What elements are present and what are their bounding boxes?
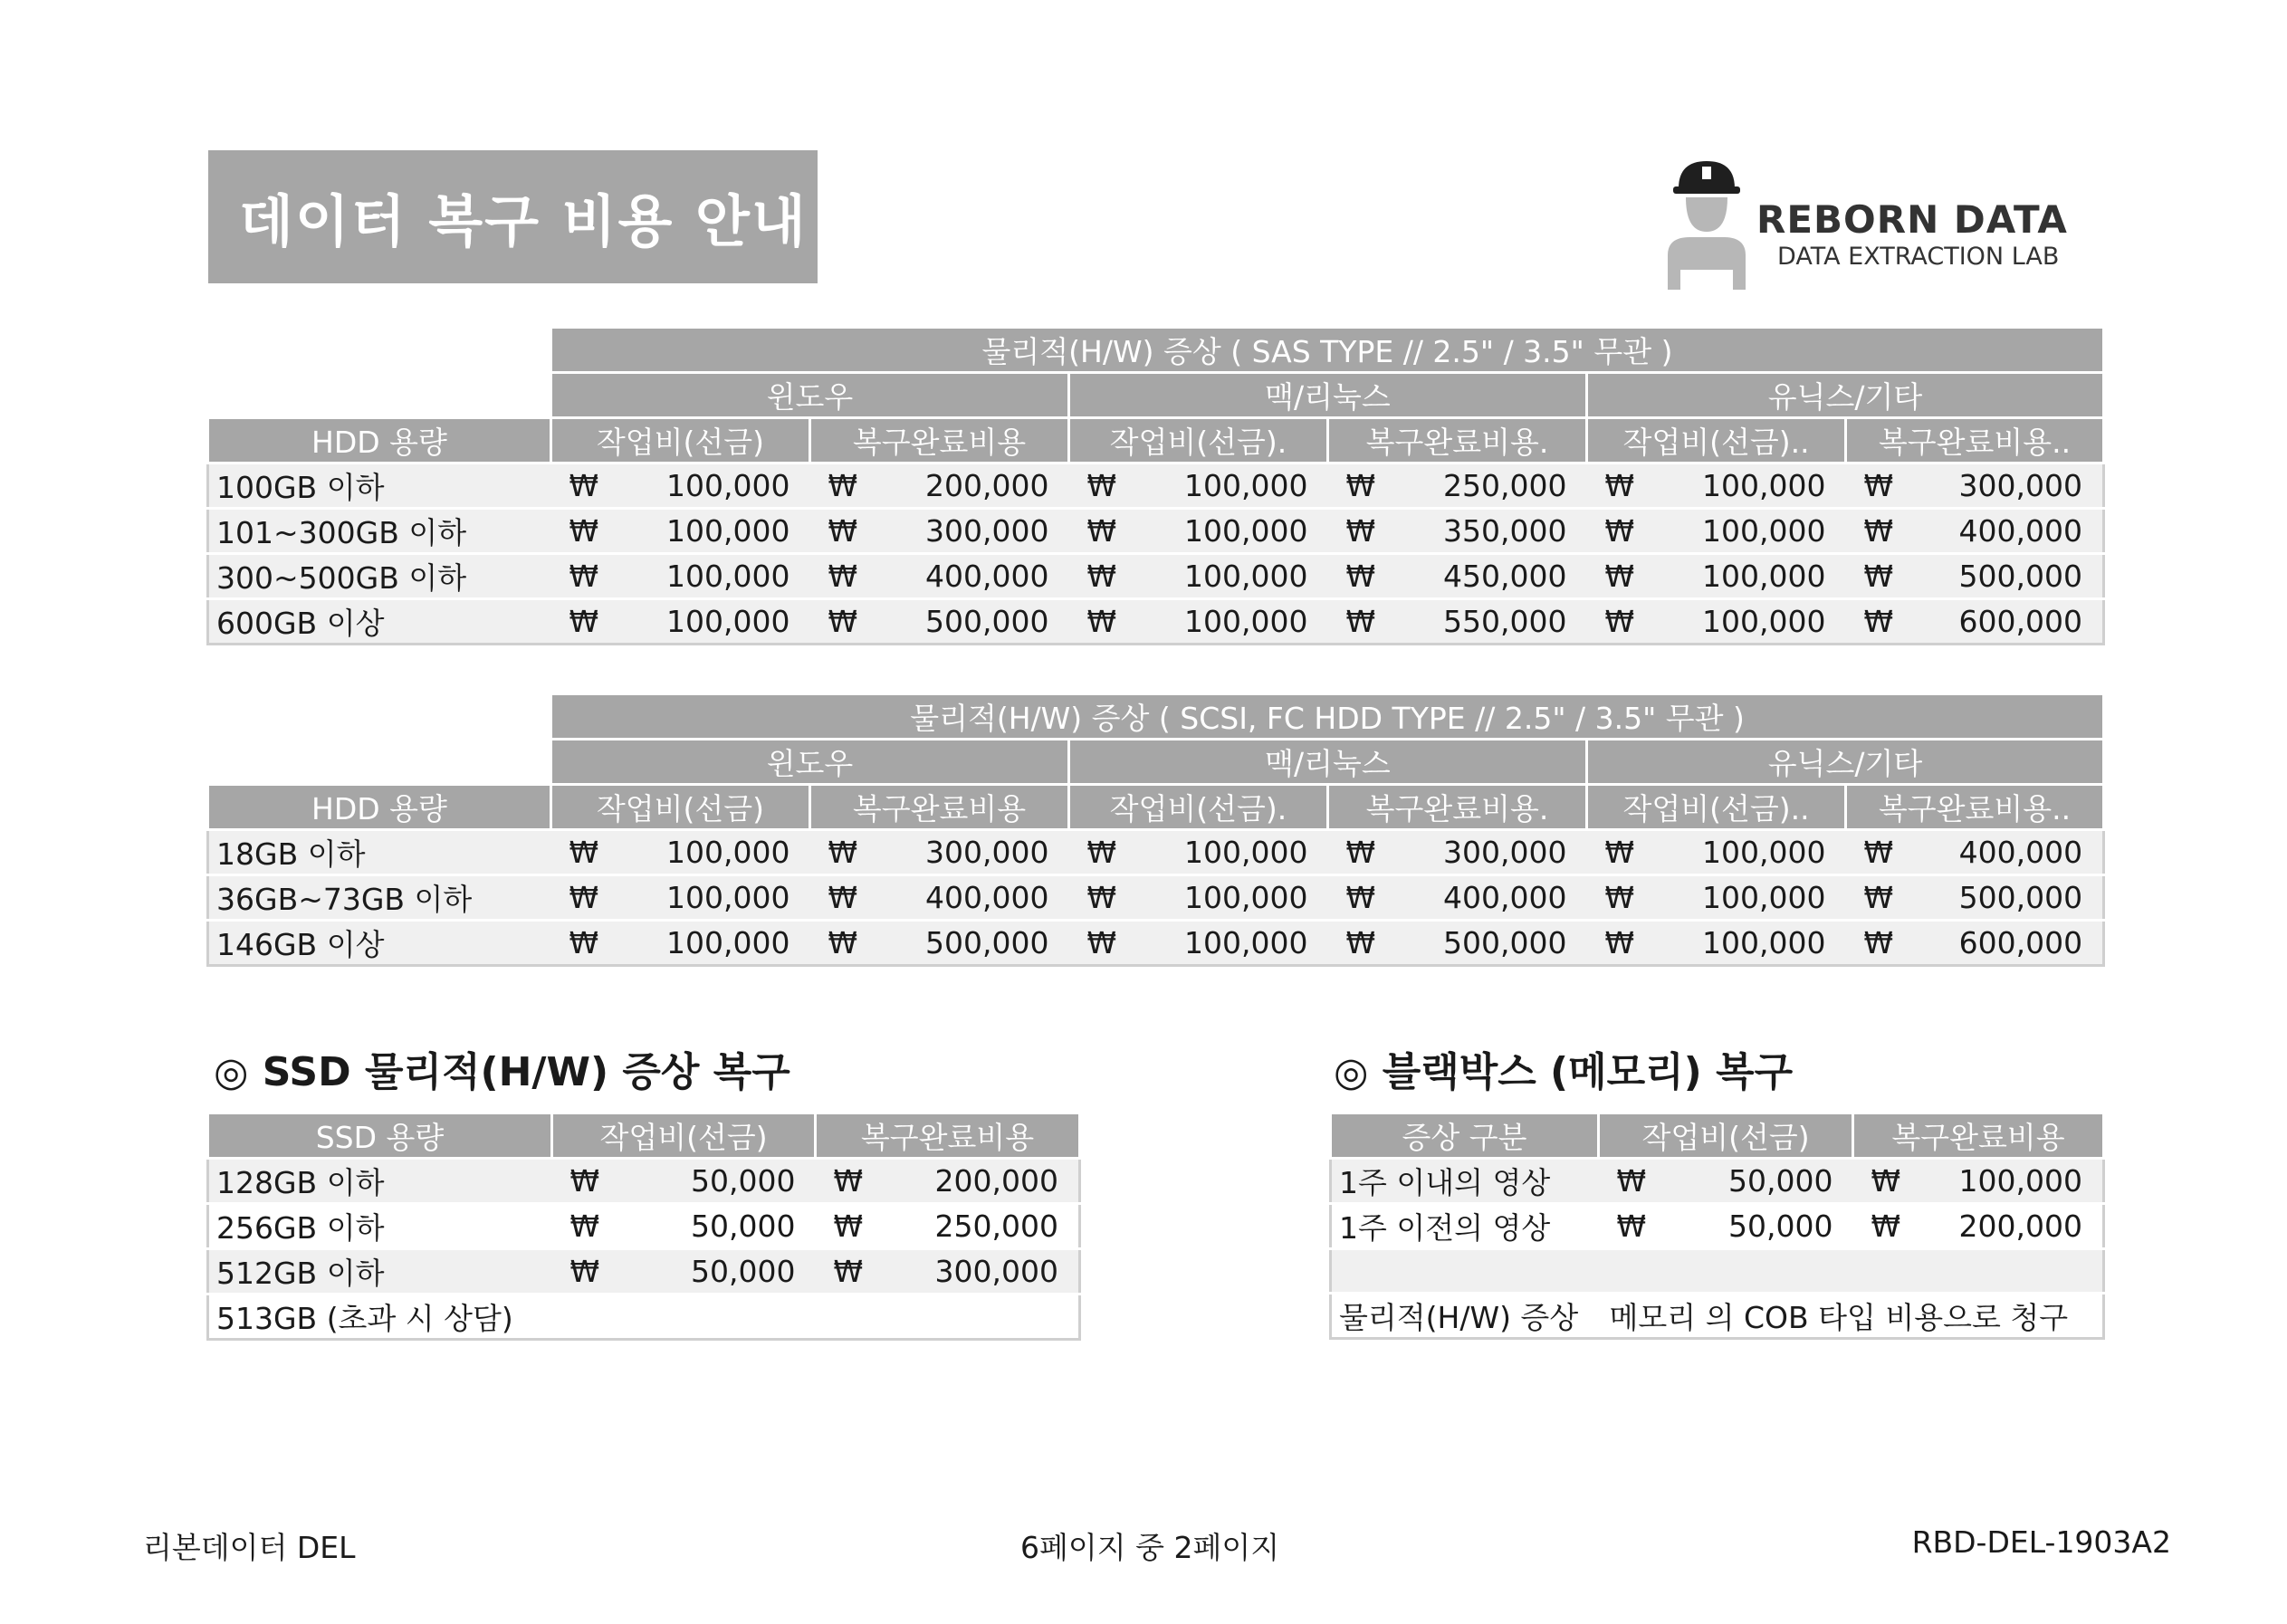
price-cell: 50,000 bbox=[596, 1204, 816, 1249]
column-header: SSD 용량 bbox=[208, 1113, 552, 1159]
row-label: 물리적(H/W) 증상 bbox=[1331, 1294, 1599, 1339]
column-header: 작업비(선금). bbox=[1069, 418, 1328, 463]
currency-symbol: ₩ bbox=[1069, 921, 1113, 966]
column-header: 복구완료비용.. bbox=[1846, 418, 2104, 463]
table-row bbox=[208, 1204, 1080, 1249]
currency-symbol: ₩ bbox=[1069, 554, 1113, 599]
scsi-fc-price-table bbox=[206, 693, 2105, 967]
table-row bbox=[208, 1249, 1080, 1294]
column-header: HDD 용량 bbox=[208, 785, 551, 830]
table-title: 물리적(H/W) 증상 ( SAS TYPE // 2.5" / 3.5" 무관 ) bbox=[551, 328, 2104, 373]
table-row bbox=[208, 875, 2104, 921]
currency-symbol: ₩ bbox=[1846, 463, 1890, 509]
column-header: 복구완료비용. bbox=[1328, 785, 1587, 830]
price-cell: 300,000 bbox=[1890, 463, 2104, 509]
table-row bbox=[1331, 1294, 2104, 1339]
price-cell: 400,000 bbox=[854, 554, 1069, 599]
row-label: 1주 이전의 영상 bbox=[1331, 1204, 1599, 1249]
price-cell: 100,000 bbox=[1631, 921, 1846, 966]
row-label: 36GB~73GB 이하 bbox=[208, 875, 551, 921]
price-cell: 100,000 bbox=[1631, 875, 1846, 921]
table-title: 물리적(H/W) 증상 ( SCSI, FC HDD TYPE // 2.5" / 3.5" 무관 ) bbox=[551, 694, 2104, 740]
currency-symbol: ₩ bbox=[1328, 509, 1372, 554]
price-cell: 100,000 bbox=[595, 599, 810, 645]
group-header: 유닉스/기타 bbox=[1587, 373, 2104, 418]
price-cell: 400,000 bbox=[1890, 509, 2104, 554]
price-cell: 200,000 bbox=[1897, 1204, 2104, 1249]
table-row-empty bbox=[1331, 1249, 2104, 1294]
price-cell: 50,000 bbox=[1642, 1204, 1853, 1249]
column-header: 증상 구분 bbox=[1331, 1113, 1599, 1159]
price-cell: 250,000 bbox=[859, 1204, 1080, 1249]
currency-symbol: ₩ bbox=[810, 463, 854, 509]
currency-symbol: ₩ bbox=[1853, 1159, 1897, 1204]
group-header: 윈도우 bbox=[551, 740, 1069, 785]
currency-symbol: ₩ bbox=[810, 921, 854, 966]
price-cell: 450,000 bbox=[1372, 554, 1587, 599]
column-header: 작업비(선금) bbox=[551, 418, 810, 463]
price-cell: 100,000 bbox=[1113, 509, 1328, 554]
currency-symbol: ₩ bbox=[1587, 599, 1631, 645]
currency-symbol: ₩ bbox=[1069, 463, 1113, 509]
currency-symbol: ₩ bbox=[1069, 599, 1113, 645]
price-cell: 500,000 bbox=[854, 921, 1069, 966]
currency-symbol: ₩ bbox=[551, 509, 595, 554]
footer-left: 리본데이터 DEL bbox=[143, 1530, 356, 1565]
price-cell: 300,000 bbox=[1372, 830, 1587, 875]
company-logo bbox=[1666, 154, 2091, 290]
currency-symbol: ₩ bbox=[1587, 509, 1631, 554]
currency-symbol: ₩ bbox=[1328, 554, 1372, 599]
price-cell: 100,000 bbox=[1631, 509, 1846, 554]
group-header: 맥/리눅스 bbox=[1069, 740, 1587, 785]
price-cell: 100,000 bbox=[1631, 599, 1846, 645]
ssd-section-heading: ◎ SSD 물리적(H/W) 증상 복구 bbox=[214, 1049, 790, 1095]
price-cell: 200,000 bbox=[854, 463, 1069, 509]
price-cell: 100,000 bbox=[1113, 875, 1328, 921]
table-row bbox=[1331, 1159, 2104, 1204]
row-label: 256GB 이하 bbox=[208, 1204, 552, 1249]
column-header: 작업비(선금) bbox=[551, 785, 810, 830]
price-cell: 50,000 bbox=[1642, 1159, 1853, 1204]
currency-symbol: ₩ bbox=[816, 1249, 859, 1294]
price-cell: 600,000 bbox=[1890, 921, 2104, 966]
currency-symbol: ₩ bbox=[810, 599, 854, 645]
currency-symbol: ₩ bbox=[1846, 875, 1890, 921]
price-cell: 500,000 bbox=[1890, 554, 2104, 599]
currency-symbol: ₩ bbox=[551, 875, 595, 921]
price-cell: 100,000 bbox=[1631, 830, 1846, 875]
table-row bbox=[208, 463, 2104, 509]
table-row bbox=[208, 554, 2104, 599]
price-cell: 350,000 bbox=[1372, 509, 1587, 554]
currency-symbol: ₩ bbox=[810, 554, 854, 599]
column-header: 작업비(선금) bbox=[1599, 1113, 1853, 1159]
price-cell: 100,000 bbox=[1113, 599, 1328, 645]
group-header: 윈도우 bbox=[551, 373, 1069, 418]
row-label: 1주 이내의 영상 bbox=[1331, 1159, 1599, 1204]
price-cell: 100,000 bbox=[1113, 554, 1328, 599]
blackbox-note: 메모리 의 COB 타입 비용으로 청구 bbox=[1599, 1294, 2104, 1339]
price-cell: 500,000 bbox=[854, 599, 1069, 645]
price-cell: 100,000 bbox=[595, 830, 810, 875]
currency-symbol: ₩ bbox=[1587, 463, 1631, 509]
currency-symbol: ₩ bbox=[1587, 921, 1631, 966]
price-cell: 550,000 bbox=[1372, 599, 1587, 645]
currency-symbol: ₩ bbox=[1587, 830, 1631, 875]
currency-symbol: ₩ bbox=[1846, 599, 1890, 645]
blackbox-section-heading: ◎ 블랙박스 (메모리) 복구 bbox=[1334, 1049, 1794, 1095]
price-cell: 50,000 bbox=[596, 1159, 816, 1204]
currency-symbol: ₩ bbox=[551, 830, 595, 875]
table-row bbox=[1331, 1204, 2104, 1249]
currency-symbol: ₩ bbox=[552, 1249, 596, 1294]
ssd-price-table bbox=[206, 1112, 1081, 1341]
currency-symbol: ₩ bbox=[1846, 830, 1890, 875]
row-label: 600GB 이상 bbox=[208, 599, 551, 645]
worker-helmet-icon bbox=[1666, 154, 1747, 290]
currency-symbol: ₩ bbox=[1328, 599, 1372, 645]
column-header: HDD 용량 bbox=[208, 418, 551, 463]
blackbox-price-table bbox=[1329, 1112, 2105, 1340]
currency-symbol: ₩ bbox=[1846, 554, 1890, 599]
price-cell: 100,000 bbox=[595, 554, 810, 599]
price-cell: 600,000 bbox=[1890, 599, 2104, 645]
footer-page-number: 6페이지 중 2페이지 bbox=[1020, 1530, 1280, 1565]
page-title: 데이터 복구 비용 안내 bbox=[208, 150, 818, 283]
column-header: 복구완료비용 bbox=[816, 1113, 1080, 1159]
currency-symbol: ₩ bbox=[551, 554, 595, 599]
currency-symbol: ₩ bbox=[1587, 554, 1631, 599]
row-label: 128GB 이하 bbox=[208, 1159, 552, 1204]
currency-symbol: ₩ bbox=[1599, 1204, 1642, 1249]
currency-symbol: ₩ bbox=[551, 463, 595, 509]
currency-symbol: ₩ bbox=[810, 509, 854, 554]
currency-symbol: ₩ bbox=[1328, 830, 1372, 875]
table-row bbox=[208, 509, 2104, 554]
price-cell: 250,000 bbox=[1372, 463, 1587, 509]
price-cell: 100,000 bbox=[1113, 830, 1328, 875]
currency-symbol: ₩ bbox=[551, 599, 595, 645]
table-row bbox=[208, 921, 2104, 966]
column-header: 복구완료비용 bbox=[810, 418, 1069, 463]
price-cell: 300,000 bbox=[854, 509, 1069, 554]
price-cell: 100,000 bbox=[1113, 921, 1328, 966]
group-header: 유닉스/기타 bbox=[1587, 740, 2104, 785]
price-cell: 100,000 bbox=[1113, 463, 1328, 509]
currency-symbol: ₩ bbox=[1069, 509, 1113, 554]
price-cell: 100,000 bbox=[1897, 1159, 2104, 1204]
footer-doc-code: RBD-DEL-1903A2 bbox=[1911, 1524, 2171, 1560]
table-row bbox=[208, 1294, 1080, 1340]
logo-subtitle: DATA EXTRACTION LAB bbox=[1777, 243, 2060, 271]
column-header: 복구완료비용. bbox=[1328, 418, 1587, 463]
currency-symbol: ₩ bbox=[816, 1159, 859, 1204]
currency-symbol: ₩ bbox=[552, 1159, 596, 1204]
row-label: 146GB 이상 bbox=[208, 921, 551, 966]
table-row bbox=[208, 1159, 1080, 1204]
currency-symbol: ₩ bbox=[810, 830, 854, 875]
currency-symbol: ₩ bbox=[552, 1204, 596, 1249]
column-header: 작업비(선금).. bbox=[1587, 418, 1846, 463]
currency-symbol: ₩ bbox=[1846, 509, 1890, 554]
currency-symbol: ₩ bbox=[551, 921, 595, 966]
table-row bbox=[208, 599, 2104, 645]
logo-brand: REBORN DATA bbox=[1756, 197, 2068, 242]
column-header: 작업비(선금).. bbox=[1587, 785, 1846, 830]
currency-symbol: ₩ bbox=[816, 1204, 859, 1249]
row-label: 300~500GB 이하 bbox=[208, 554, 551, 599]
price-cell: 100,000 bbox=[595, 463, 810, 509]
sas-price-table bbox=[206, 326, 2105, 645]
price-cell: 400,000 bbox=[1890, 830, 2104, 875]
row-label: 101~300GB 이하 bbox=[208, 509, 551, 554]
price-cell: 100,000 bbox=[1631, 554, 1846, 599]
column-header: 복구완료비용 bbox=[810, 785, 1069, 830]
currency-symbol: ₩ bbox=[1328, 875, 1372, 921]
group-header: 맥/리눅스 bbox=[1069, 373, 1587, 418]
row-label: 512GB 이하 bbox=[208, 1249, 552, 1294]
price-cell: 100,000 bbox=[595, 509, 810, 554]
column-header: 작업비(선금). bbox=[1069, 785, 1328, 830]
table-row bbox=[208, 830, 2104, 875]
column-header: 작업비(선금) bbox=[552, 1113, 816, 1159]
price-cell: 100,000 bbox=[595, 875, 810, 921]
price-cell: 500,000 bbox=[1890, 875, 2104, 921]
currency-symbol: ₩ bbox=[1069, 830, 1113, 875]
price-cell: 300,000 bbox=[859, 1249, 1080, 1294]
currency-symbol: ₩ bbox=[1599, 1159, 1642, 1204]
price-cell: 400,000 bbox=[854, 875, 1069, 921]
price-cell: 50,000 bbox=[596, 1249, 816, 1294]
price-cell: 400,000 bbox=[1372, 875, 1587, 921]
currency-symbol: ₩ bbox=[1846, 921, 1890, 966]
ssd-note: 513GB (초과 시 상담) bbox=[208, 1294, 1080, 1340]
currency-symbol: ₩ bbox=[1328, 921, 1372, 966]
price-cell: 500,000 bbox=[1372, 921, 1587, 966]
row-label: 100GB 이하 bbox=[208, 463, 551, 509]
currency-symbol: ₩ bbox=[1587, 875, 1631, 921]
currency-symbol: ₩ bbox=[1853, 1204, 1897, 1249]
column-header: 복구완료비용 bbox=[1853, 1113, 2104, 1159]
price-cell: 100,000 bbox=[595, 921, 810, 966]
currency-symbol: ₩ bbox=[1328, 463, 1372, 509]
price-cell: 100,000 bbox=[1631, 463, 1846, 509]
price-cell: 300,000 bbox=[854, 830, 1069, 875]
column-header: 복구완료비용.. bbox=[1846, 785, 2104, 830]
currency-symbol: ₩ bbox=[1069, 875, 1113, 921]
currency-symbol: ₩ bbox=[810, 875, 854, 921]
price-cell: 200,000 bbox=[859, 1159, 1080, 1204]
row-label: 18GB 이하 bbox=[208, 830, 551, 875]
